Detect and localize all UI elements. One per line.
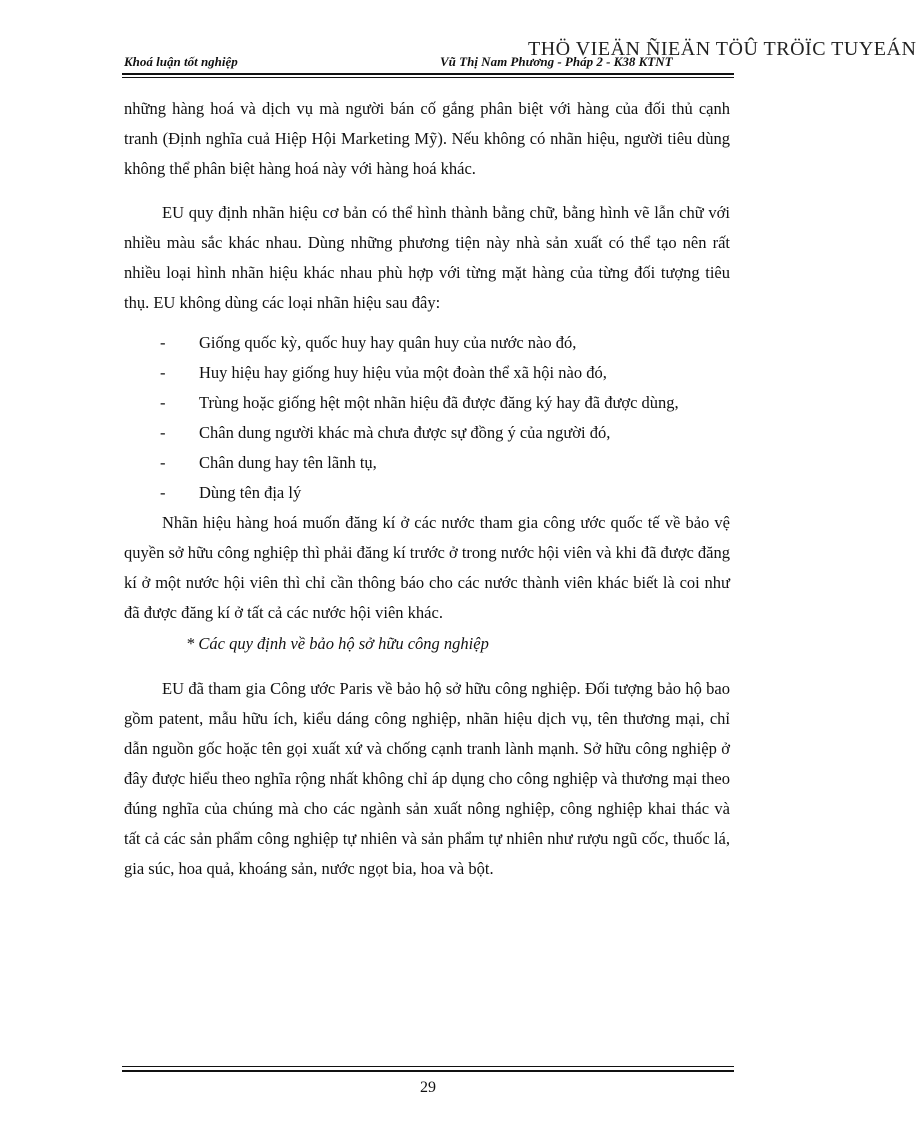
footer-rule <box>122 1070 734 1072</box>
list-item-text: Trùng hoặc giống hệt một nhãn hiệu đã được đăng ký hay đã được dùng, <box>199 393 679 412</box>
list-item <box>124 358 730 388</box>
paragraph-1: những hàng hoá và dịch vụ mà người bán cố gắng phân biệt với hàng của đối thủ cạnh tranh (Định nghĩa cuả Hiệp Hội Marketing Mỹ). Nếu không có nhãn hiệu, người tiêu dùng không thể phân biệt hàng hoá này với hàng hoá khác. <box>124 99 730 178</box>
list-item <box>124 328 730 358</box>
dash-bullet: - <box>160 453 166 472</box>
dash-bullet: - <box>160 393 166 412</box>
list-item <box>124 388 730 418</box>
section-heading: * Các quy định về bảo hộ sở hữu công nghiệp <box>186 634 489 653</box>
list-item <box>124 478 730 508</box>
list-item <box>124 418 730 448</box>
dash-bullet: - <box>160 333 166 352</box>
list-item-text: Huy hiệu hay giống huy hiệu vủa một đoàn thể xã hội nào đó, <box>199 363 607 382</box>
list-item <box>124 448 730 478</box>
footer-rule-thin <box>122 1066 734 1067</box>
header-left-title: Khoá luận tốt nghiệp <box>124 54 238 69</box>
list-item-text: Dùng tên địa lý <box>199 483 302 502</box>
list-item-text: Giống quốc kỳ, quốc huy hay quân huy của nước nào đó, <box>199 333 577 352</box>
prohibited-marks-list <box>124 328 730 508</box>
watermark-text: THÖ VIEÄN ÑIEÄN TÖÛ TRÖÏC TUYEÁN <box>528 38 916 60</box>
header-right-author: Vũ Thị Nam Phương - Pháp 2 - K38 KTNT <box>440 54 673 69</box>
paragraph-3: Nhãn hiệu hàng hoá muốn đăng kí ở các nước tham gia công ước quốc tế về bảo vệ quyền sở hữu công nghiệp thì phải đăng kí trước ở trong nước hội viên và khi đã được đăng kí ở một nước hội viên thì chỉ cần thông báo cho các nước thành viên khác biết là coi như đã được đăng kí ở tất cả các nước hội viên khác. <box>124 513 730 622</box>
page-number: 29 <box>420 1079 436 1096</box>
dash-bullet: - <box>160 423 166 442</box>
dash-bullet: - <box>160 363 166 382</box>
paragraph-2: EU quy định nhãn hiệu cơ bản có thể hình thành bằng chữ, bằng hình vẽ lẫn chữ với nhiều màu sắc khác nhau. Dùng những phương tiện này nhà sản xuất có thể tạo nên rất nhiều loại hình nhãn hiệu khác nhau phù hợp với từng mặt hàng của từng đối tượng tiêu thụ. EU không dùng các loại nhãn hiệu sau đây: <box>124 203 730 312</box>
header-rule-thin <box>122 77 734 78</box>
header-rule <box>122 73 734 75</box>
list-item-text: Chân dung hay tên lãnh tụ, <box>199 453 377 472</box>
paragraph-4: EU đã tham gia Công ước Paris về bảo hộ sở hữu công nghiệp. Đối tượng bảo hộ bao gồm patent, mẫu hữu ích, kiểu dáng công nghiệp, nhãn hiệu dịch vụ, tên thương mại, chỉ dẫn nguồn gốc hoặc tên gọi xuất xứ và chống cạnh tranh lành mạnh. Sở hữu công nghiệp ở đây được hiểu theo nghĩa rộng nhất không chỉ áp dụng cho công nghiệp và thương mại theo đúng nghĩa của chúng mà cho các ngành sản xuất nông nghiệp, công nghiệp khai thác và tất cả các sản phẩm công nghiệp tự nhiên và sản phẩm tự nhiên như rượu ngũ cốc, thuốc lá, gia súc, hoa quả, khoáng sản, nước ngọt bia, hoa và bột. <box>124 679 730 878</box>
dash-bullet: - <box>160 483 166 502</box>
page-body <box>124 94 730 884</box>
list-item-text: Chân dung người khác mà chưa được sự đồng ý của người đó, <box>199 423 611 442</box>
